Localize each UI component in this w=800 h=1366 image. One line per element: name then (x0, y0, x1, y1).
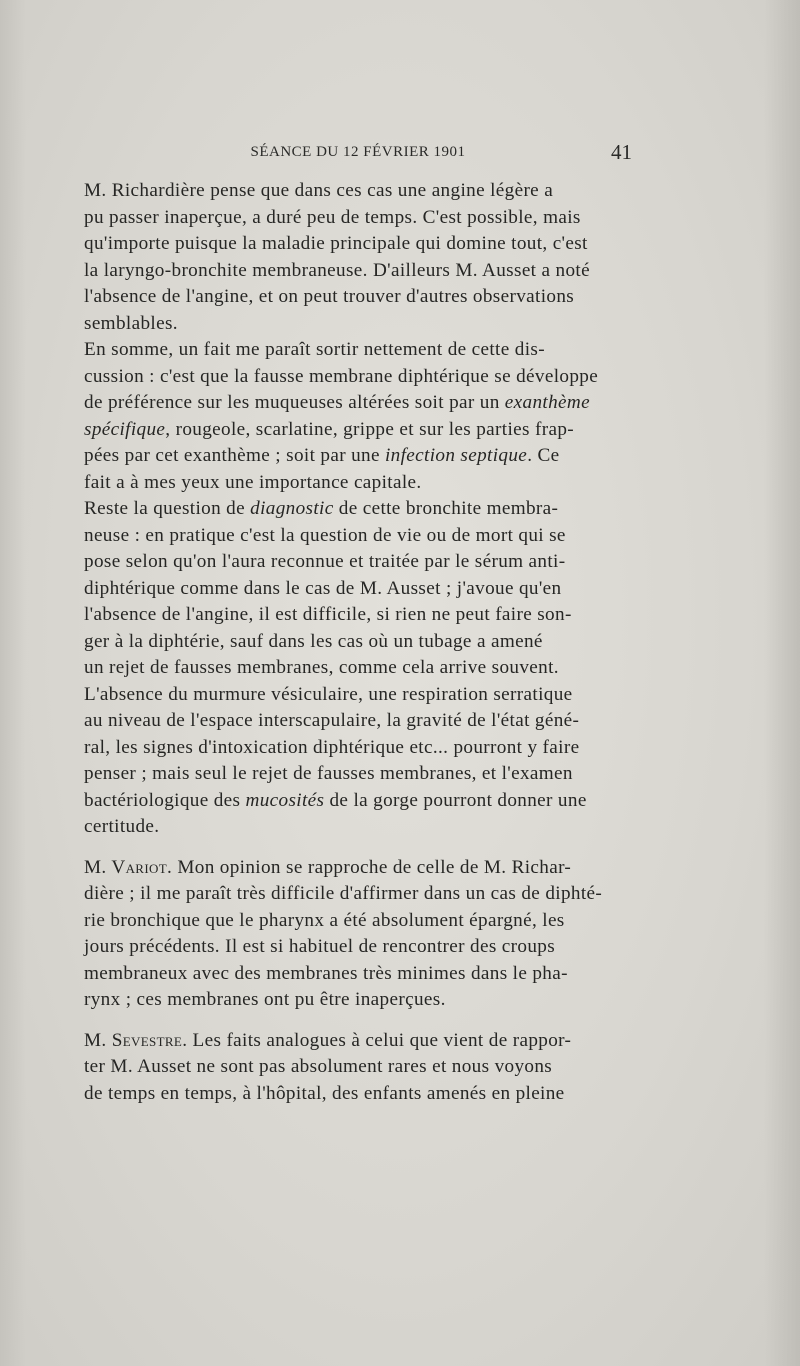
text-run: pées par cet exanthème ; soit par une (84, 445, 385, 466)
paragraph-spacer (84, 841, 644, 855)
text-line: qu'importe puisque la maladie principale qui domine tout, c'est (84, 233, 588, 254)
page-edge-shadow-left (0, 0, 26, 1366)
text-line: la laryngo-bronchite membraneuse. D'ailleurs M. Ausset a noté (84, 259, 590, 281)
italic-term: mucosités (245, 789, 325, 811)
text-line: fait a à mes yeux une importance capitale. (84, 471, 422, 493)
italic-term: diagnostic (250, 498, 334, 519)
text-run: Mon opinion se rapproche de celle de M. Richar- (172, 856, 572, 878)
paragraph-spacer (84, 1014, 644, 1028)
text-line: pu passer inaperçue, a duré peu de temps. C'est possible, mais (84, 206, 581, 228)
paragraph-en-somme (84, 337, 644, 496)
italic-term: exanthème (504, 392, 590, 413)
text-line: membraneux avec des membranes très minimes dans le pha- (84, 962, 568, 984)
page-header (84, 140, 632, 168)
text-run: Reste la question de (84, 498, 251, 519)
text-run: Les faits analogues à celui que vient de rappor- (187, 1029, 572, 1051)
text-line: l'absence de l'angine, il est difficile, si rien ne peut faire son- (84, 604, 572, 625)
text-run: , rougeole, scarlatine, grippe et sur les parties frap- (165, 418, 575, 440)
text-line: dière ; il me paraît très difficile d'affirmer dans un cas de diphté- (84, 883, 603, 904)
text-line: jours précédents. Il est si habituel de rencontrer des croups (84, 936, 556, 957)
paragraph-variot (84, 855, 644, 1014)
italic-term: infection septique (385, 445, 528, 466)
text-line: penser ; mais seul le rejet de fausses membranes, et l'examen (84, 763, 573, 784)
page-edge-shadow-right (764, 0, 800, 1366)
text-run: de préférence sur les muqueuses altérées soit par un (84, 392, 505, 413)
page-number: 41 (611, 140, 632, 164)
paragraph-reste-la-question (84, 496, 644, 841)
text-line: En somme, un fait me paraît sortir nettement de cette dis- (84, 339, 545, 360)
text-line: neuse : en pratique c'est la question de vie ou de mort qui se (84, 524, 566, 546)
paragraph-richardiere (84, 178, 644, 337)
text-line: certitude. (84, 816, 160, 837)
text-line: ger à la diphtérie, sauf dans les cas où un tubage a amené (84, 630, 543, 652)
text-line: M. Richardière pense que dans ces cas une angine légère a (84, 180, 554, 201)
text-line: au niveau de l'espace interscapulaire, la gravité de l'état géné- (84, 710, 580, 731)
text-line: rie bronchique que le pharynx a été absolument épargné, les (84, 909, 565, 931)
text-line: diphtérique comme dans le cas de M. Ausset ; j'avoue qu'en (84, 577, 562, 599)
speaker-name: M. Sevestre. (84, 1029, 188, 1051)
text-run: bactériologique des (84, 789, 246, 811)
text-line: un rejet de fausses membranes, comme cela arrive souvent. (84, 657, 559, 678)
text-line: semblables. (84, 312, 178, 334)
body-text (84, 178, 644, 1107)
text-run: de cette bronchite membra- (333, 498, 559, 519)
text-run: . Ce (527, 445, 560, 466)
text-line: pose selon qu'on l'aura reconnue et traitée par le sérum anti- (84, 551, 566, 572)
text-line: rynx ; ces membranes ont pu être inaperçues. (84, 989, 446, 1010)
paragraph-sevestre (84, 1028, 644, 1108)
text-line: de temps en temps, à l'hôpital, des enfants amenés en pleine (84, 1082, 565, 1104)
text-line: ter M. Ausset ne sont pas absolument rares et nous voyons (84, 1056, 553, 1077)
text-line: L'absence du murmure vésiculaire, une respiration serratique (84, 683, 573, 705)
italic-term: spécifique (84, 418, 166, 440)
text-line: cussion : c'est que la fausse membrane diphtérique se développe (84, 365, 599, 387)
text-run: de la gorge pourront donner une (324, 789, 587, 811)
text-line: ral, les signes d'intoxication diphtérique etc... pourront y faire (84, 736, 580, 758)
running-head: SÉANCE DU 12 FÉVRIER 1901 (250, 144, 466, 160)
speaker-name: M. Variot. (84, 856, 173, 878)
text-line: l'absence de l'angine, et on peut trouver d'autres observations (84, 286, 575, 307)
